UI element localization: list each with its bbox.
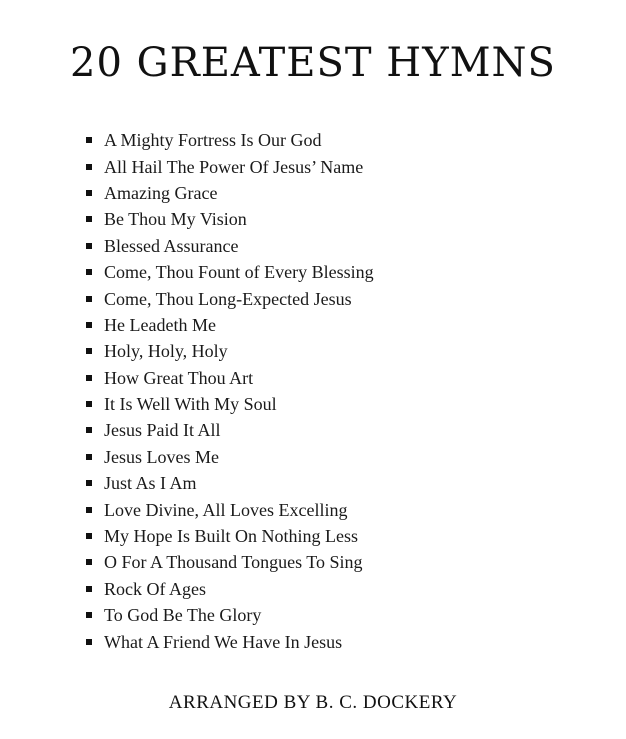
- square-bullet-icon: [86, 454, 92, 460]
- square-bullet-icon: [86, 533, 92, 539]
- hymn-title: Come, Thou Fount of Every Blessing: [104, 262, 374, 283]
- list-item: [86, 549, 374, 575]
- hymn-title: All Hail The Power Of Jesus’ Name: [104, 156, 364, 177]
- square-bullet-icon: [86, 164, 92, 170]
- list-item: [86, 628, 374, 654]
- hymn-title: Be Thou My Vision: [104, 209, 247, 230]
- hymn-title: Come, Thou Long-Expected Jesus: [104, 288, 352, 309]
- list-item: [86, 602, 374, 628]
- list-item: [86, 285, 374, 311]
- square-bullet-icon: [86, 296, 92, 302]
- square-bullet-icon: [86, 243, 92, 249]
- square-bullet-icon: [86, 348, 92, 354]
- hymn-title: Amazing Grace: [104, 182, 218, 203]
- hymn-title: What A Friend We Have In Jesus: [104, 631, 343, 652]
- hymn-title: A Mighty Fortress Is Our God: [104, 130, 322, 151]
- square-bullet-icon: [86, 639, 92, 645]
- hymn-title: Holy, Holy, Holy: [104, 341, 228, 362]
- page-title: 20 GREATEST HYMNS: [70, 40, 556, 86]
- list-item: [86, 312, 374, 338]
- hymn-title: Just As I Am: [104, 473, 197, 494]
- list-item: [86, 206, 374, 232]
- square-bullet-icon: [86, 480, 92, 486]
- hymn-title: O For A Thousand Tongues To Sing: [104, 552, 363, 573]
- square-bullet-icon: [86, 586, 92, 592]
- list-item: [86, 338, 374, 364]
- list-item: [86, 496, 374, 522]
- square-bullet-icon: [86, 137, 92, 143]
- square-bullet-icon: [86, 190, 92, 196]
- square-bullet-icon: [86, 507, 92, 513]
- square-bullet-icon: [86, 612, 92, 618]
- hymn-title: How Great Thou Art: [104, 367, 254, 388]
- square-bullet-icon: [86, 427, 92, 433]
- list-item: [86, 391, 374, 417]
- list-item: [86, 576, 374, 602]
- author-byline: ARRANGED BY B. C. DOCKERY: [168, 692, 458, 713]
- square-bullet-icon: [86, 559, 92, 565]
- list-item: [86, 365, 374, 391]
- list-item: [86, 444, 374, 470]
- list-item: [86, 127, 374, 153]
- square-bullet-icon: [86, 216, 92, 222]
- list-item: [86, 523, 374, 549]
- list-item: [86, 153, 374, 179]
- hymn-title: Love Divine, All Loves Excelling: [104, 499, 348, 520]
- square-bullet-icon: [86, 375, 92, 381]
- list-item: [86, 259, 374, 285]
- hymn-title: Blessed Assurance: [104, 235, 239, 256]
- hymn-title: Jesus Loves Me: [104, 446, 219, 467]
- hymn-title: He Leadeth Me: [104, 314, 216, 335]
- list-item: [86, 417, 374, 443]
- square-bullet-icon: [86, 322, 92, 328]
- hymn-title: Rock Of Ages: [104, 578, 206, 599]
- hymn-title: My Hope Is Built On Nothing Less: [104, 526, 358, 547]
- hymn-title: It Is Well With My Soul: [104, 394, 277, 415]
- square-bullet-icon: [86, 269, 92, 275]
- square-bullet-icon: [86, 401, 92, 407]
- list-item: [86, 470, 374, 496]
- list-item: [86, 180, 374, 206]
- list-item: [86, 233, 374, 259]
- hymn-title: To God Be The Glory: [104, 605, 262, 626]
- hymn-list: [86, 127, 374, 655]
- hymn-title: Jesus Paid It All: [104, 420, 221, 441]
